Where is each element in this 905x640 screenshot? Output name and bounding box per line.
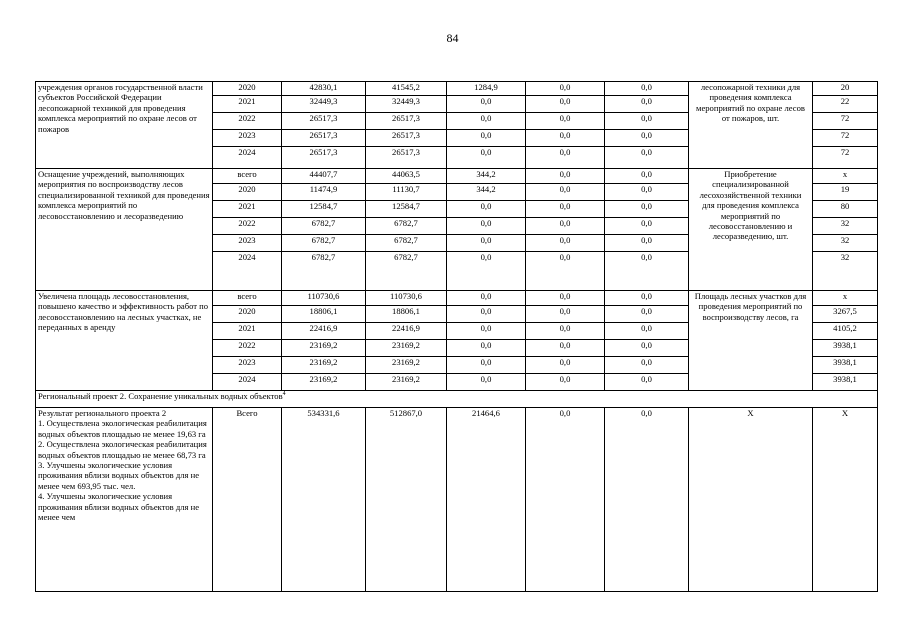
measure-description: Оснащение учреждений, выполняющих мероприятия по воспроизводству лесов специализированной техникой для проведения комплекса мероприятий по лесовосстановлению и лесоразведению <box>36 169 213 291</box>
measure-description: учреждения органов государственной власти субъектов Российской Федерации лесопожарной техникой для проведения комплекса мероприятий по охране лесов от пожаров <box>36 82 213 169</box>
total-cell: 26517,3 <box>282 113 366 130</box>
regional-cell: 0,0 <box>447 235 526 252</box>
regional-cell: 1284,9 <box>447 82 526 96</box>
indicator-value: 72 <box>813 113 878 130</box>
indicator-value: 32 <box>813 235 878 252</box>
regional-cell: 0,0 <box>447 218 526 235</box>
year-cell: всего <box>213 291 282 306</box>
regional-cell: 0,0 <box>447 201 526 218</box>
table-row <box>36 82 878 96</box>
total-cell: 11474,9 <box>282 184 366 201</box>
regional-cell: 0,0 <box>447 323 526 340</box>
total-cell: 22416,9 <box>282 323 366 340</box>
municipal-cell: 0,0 <box>526 408 605 592</box>
extrabudget-cell: 0,0 <box>605 323 689 340</box>
municipal-cell: 0,0 <box>526 306 605 323</box>
indicator-value: х <box>813 291 878 306</box>
total-cell: 26517,3 <box>282 130 366 147</box>
year-cell: 2024 <box>213 252 282 291</box>
year-cell: 2021 <box>213 323 282 340</box>
regional-cell: 0,0 <box>447 340 526 357</box>
municipal-cell: 0,0 <box>526 113 605 130</box>
extrabudget-cell: 0,0 <box>605 252 689 291</box>
year-cell: всего <box>213 169 282 184</box>
extrabudget-cell: 0,0 <box>605 184 689 201</box>
year-cell: 2020 <box>213 184 282 201</box>
indicator-value: 19 <box>813 184 878 201</box>
page-number: 84 <box>446 31 459 45</box>
indicator-name: Х <box>689 408 813 592</box>
regional-cell: 344,2 <box>447 184 526 201</box>
extrabudget-cell: 0,0 <box>605 291 689 306</box>
municipal-cell: 0,0 <box>526 169 605 184</box>
regional-cell: 344,2 <box>447 169 526 184</box>
municipal-cell: 0,0 <box>526 218 605 235</box>
indicator-value: 72 <box>813 147 878 169</box>
indicator-value: 4105,2 <box>813 323 878 340</box>
extrabudget-cell: 0,0 <box>605 113 689 130</box>
indicator-value: 22 <box>813 96 878 113</box>
total-cell: 6782,7 <box>282 235 366 252</box>
federal-cell: 41545,2 <box>366 82 447 96</box>
federal-cell: 26517,3 <box>366 130 447 147</box>
extrabudget-cell: 0,0 <box>605 82 689 96</box>
regional-cell: 0,0 <box>447 113 526 130</box>
extrabudget-cell: 0,0 <box>605 130 689 147</box>
indicator-value: 72 <box>813 130 878 147</box>
federal-cell: 26517,3 <box>366 147 447 169</box>
extrabudget-cell: 0,0 <box>605 169 689 184</box>
indicator-name: Площадь лесных участков для проведения мероприятий по воспроизводству лесов, га <box>689 291 813 391</box>
year-cell: 2020 <box>213 82 282 96</box>
section-title-text: Региональный проект 2. Сохранение уникальных водных объектов <box>38 391 283 401</box>
extrabudget-cell: 0,0 <box>605 235 689 252</box>
total-cell: 42830,1 <box>282 82 366 96</box>
federal-cell: 23169,2 <box>366 357 447 374</box>
federal-cell: 32449,3 <box>366 96 447 113</box>
table-row <box>36 169 878 184</box>
year-cell: Всего <box>213 408 282 592</box>
year-cell: 2021 <box>213 201 282 218</box>
federal-cell: 23169,2 <box>366 340 447 357</box>
federal-cell: 6782,7 <box>366 252 447 291</box>
indicator-value: Х <box>813 408 878 592</box>
section-row <box>36 391 878 408</box>
municipal-cell: 0,0 <box>526 82 605 96</box>
extrabudget-cell: 0,0 <box>605 408 689 592</box>
municipal-cell: 0,0 <box>526 235 605 252</box>
municipal-cell: 0,0 <box>526 130 605 147</box>
federal-cell: 12584,7 <box>366 201 447 218</box>
total-cell: 6782,7 <box>282 218 366 235</box>
total-cell: 23169,2 <box>282 340 366 357</box>
indicator-value: 32 <box>813 218 878 235</box>
extrabudget-cell: 0,0 <box>605 218 689 235</box>
indicator-name: лесопожарной техники для проведения комплекса мероприятий по охране лесов от пожаров, шт. <box>689 82 813 169</box>
year-cell: 2024 <box>213 374 282 391</box>
footnote-marker: 4 <box>282 391 286 398</box>
municipal-cell: 0,0 <box>526 201 605 218</box>
year-cell: 2023 <box>213 357 282 374</box>
federal-cell: 44063,5 <box>366 169 447 184</box>
total-cell: 110730,6 <box>282 291 366 306</box>
extrabudget-cell: 0,0 <box>605 357 689 374</box>
federal-cell: 11130,7 <box>366 184 447 201</box>
extrabudget-cell: 0,0 <box>605 201 689 218</box>
extrabudget-cell: 0,0 <box>605 96 689 113</box>
federal-cell: 26517,3 <box>366 113 447 130</box>
year-cell: 2022 <box>213 218 282 235</box>
extrabudget-cell: 0,0 <box>605 147 689 169</box>
indicator-value: 3267,5 <box>813 306 878 323</box>
indicator-value: 3938,1 <box>813 340 878 357</box>
indicator-value: 20 <box>813 82 878 96</box>
regional-cell: 0,0 <box>447 130 526 147</box>
municipal-cell: 0,0 <box>526 340 605 357</box>
section-title <box>36 391 878 408</box>
federal-cell: 22416,9 <box>366 323 447 340</box>
table-row <box>36 408 878 592</box>
regional-cell: 21464,6 <box>447 408 526 592</box>
extrabudget-cell: 0,0 <box>605 306 689 323</box>
regional-cell: 0,0 <box>447 291 526 306</box>
extrabudget-cell: 0,0 <box>605 374 689 391</box>
total-cell: 12584,7 <box>282 201 366 218</box>
project-result-description: Результат регионального проекта 2 1. Осуществлена экологическая реабилитация водных объектов площадью не менее 19,63 га 2. Осуществлена экологическая реабилитация водных объектов площадью не менее 68,73 га 3. Улучшены экологические условия проживания вблизи водных объектов для не менее чем 693,95 тыс. чел. 4. Улучшены экологические условия проживания вблизи водных объектов для не менее чем <box>36 408 213 592</box>
regional-cell: 0,0 <box>447 306 526 323</box>
federal-cell: 110730,6 <box>366 291 447 306</box>
year-cell: 2020 <box>213 306 282 323</box>
year-cell: 2022 <box>213 113 282 130</box>
regional-cell: 0,0 <box>447 252 526 291</box>
year-cell: 2023 <box>213 235 282 252</box>
year-cell: 2024 <box>213 147 282 169</box>
municipal-cell: 0,0 <box>526 184 605 201</box>
total-cell: 18806,1 <box>282 306 366 323</box>
indicator-name: Приобретение специализированной лесохозяйственной техники для проведения комплекса мероприятий по лесовосстановлению и лесоразведению, шт. <box>689 169 813 291</box>
total-cell: 534331,6 <box>282 408 366 592</box>
municipal-cell: 0,0 <box>526 96 605 113</box>
federal-cell: 6782,7 <box>366 218 447 235</box>
municipal-cell: 0,0 <box>526 323 605 340</box>
indicator-value: 3938,1 <box>813 357 878 374</box>
indicator-value: х <box>813 169 878 184</box>
municipal-cell: 0,0 <box>526 291 605 306</box>
total-cell: 44407,7 <box>282 169 366 184</box>
extrabudget-cell: 0,0 <box>605 340 689 357</box>
total-cell: 23169,2 <box>282 374 366 391</box>
indicator-value: 32 <box>813 252 878 291</box>
regional-cell: 0,0 <box>447 147 526 169</box>
federal-cell: 18806,1 <box>366 306 447 323</box>
municipal-cell: 0,0 <box>526 374 605 391</box>
municipal-cell: 0,0 <box>526 252 605 291</box>
total-cell: 6782,7 <box>282 252 366 291</box>
regional-cell: 0,0 <box>447 96 526 113</box>
total-cell: 26517,3 <box>282 147 366 169</box>
year-cell: 2022 <box>213 340 282 357</box>
measure-description: Увеличена площадь лесовосстановления, повышено качество и эффективность работ по лесовосстановлению на лесных участках, не переданных в аренду <box>36 291 213 391</box>
table-row <box>36 291 878 306</box>
total-cell: 32449,3 <box>282 96 366 113</box>
federal-cell: 23169,2 <box>366 374 447 391</box>
municipal-cell: 0,0 <box>526 357 605 374</box>
regional-cell: 0,0 <box>447 374 526 391</box>
federal-cell: 6782,7 <box>366 235 447 252</box>
indicator-value: 80 <box>813 201 878 218</box>
municipal-cell: 0,0 <box>526 147 605 169</box>
program-table <box>35 81 878 592</box>
year-cell: 2023 <box>213 130 282 147</box>
indicator-value: 3938,1 <box>813 374 878 391</box>
year-cell: 2021 <box>213 96 282 113</box>
federal-cell: 512867,0 <box>366 408 447 592</box>
total-cell: 23169,2 <box>282 357 366 374</box>
regional-cell: 0,0 <box>447 357 526 374</box>
